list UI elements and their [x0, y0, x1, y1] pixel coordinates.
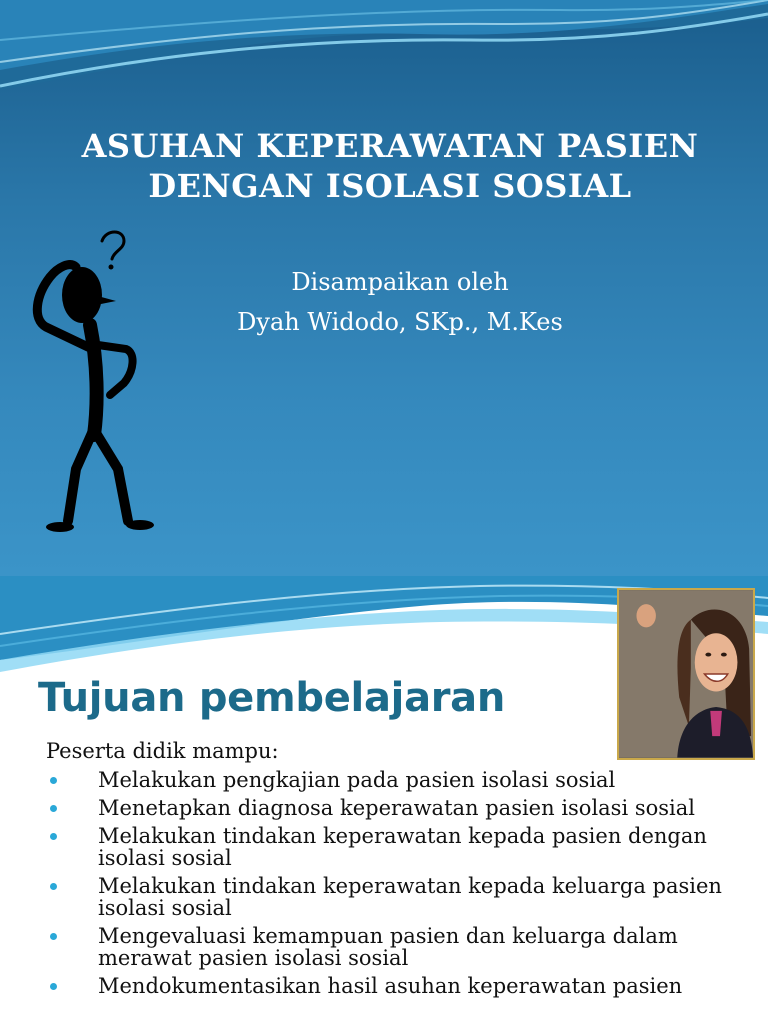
- objectives-intro: Peserta didik mampu:: [46, 739, 279, 763]
- objective-text: Melakukan tindakan keperawatan kepada pasien dengan isolasi sosial: [98, 824, 707, 870]
- bullet-icon: [50, 805, 57, 812]
- presenter-name: Dyah Widodo, SKp., M.Kes: [237, 308, 563, 336]
- slide-title-line2: DENGAN ISOLASI SOSIAL: [148, 167, 632, 205]
- smiling-woman-photo: [617, 588, 755, 760]
- top-wave-decoration: [0, 0, 768, 110]
- objective-text: Mendokumentasikan hasil asuhan keperawatan pasien: [98, 974, 683, 998]
- bullet-icon: [50, 983, 57, 990]
- objective-text: Menetapkan diagnosa keperawatan pasien isolasi sosial: [98, 796, 696, 820]
- list-item: [46, 769, 746, 791]
- list-item: [46, 797, 746, 819]
- list-item: [46, 925, 746, 969]
- slide-title: [40, 126, 740, 206]
- presenter-info: [140, 262, 660, 342]
- slide-heading: Tujuan pembelajaran: [38, 675, 506, 721]
- bullet-icon: [50, 777, 57, 784]
- portrait-illustration: [619, 590, 753, 758]
- presented-by-label: Disampaikan oleh: [291, 268, 509, 296]
- objectives-slide: [0, 576, 768, 1024]
- objective-text: Melakukan tindakan keperawatan kepada keluarga pasien isolasi sosial: [98, 874, 722, 920]
- objective-text: Melakukan pengkajian pada pasien isolasi sosial: [98, 768, 616, 792]
- list-item: [46, 975, 746, 997]
- bullet-icon: [50, 833, 57, 840]
- bullet-icon: [50, 883, 57, 890]
- objectives-list: [46, 769, 746, 1003]
- objective-text: Mengevaluasi kemampuan pasien dan keluarga dalam merawat pasien isolasi sosial: [98, 924, 678, 970]
- list-item: [46, 875, 746, 919]
- list-item: [46, 825, 746, 869]
- bullet-icon: [50, 933, 57, 940]
- slide-title-line1: ASUHAN KEPERAWATAN PASIEN: [81, 127, 699, 165]
- confused-stick-figure-icon: [18, 225, 168, 545]
